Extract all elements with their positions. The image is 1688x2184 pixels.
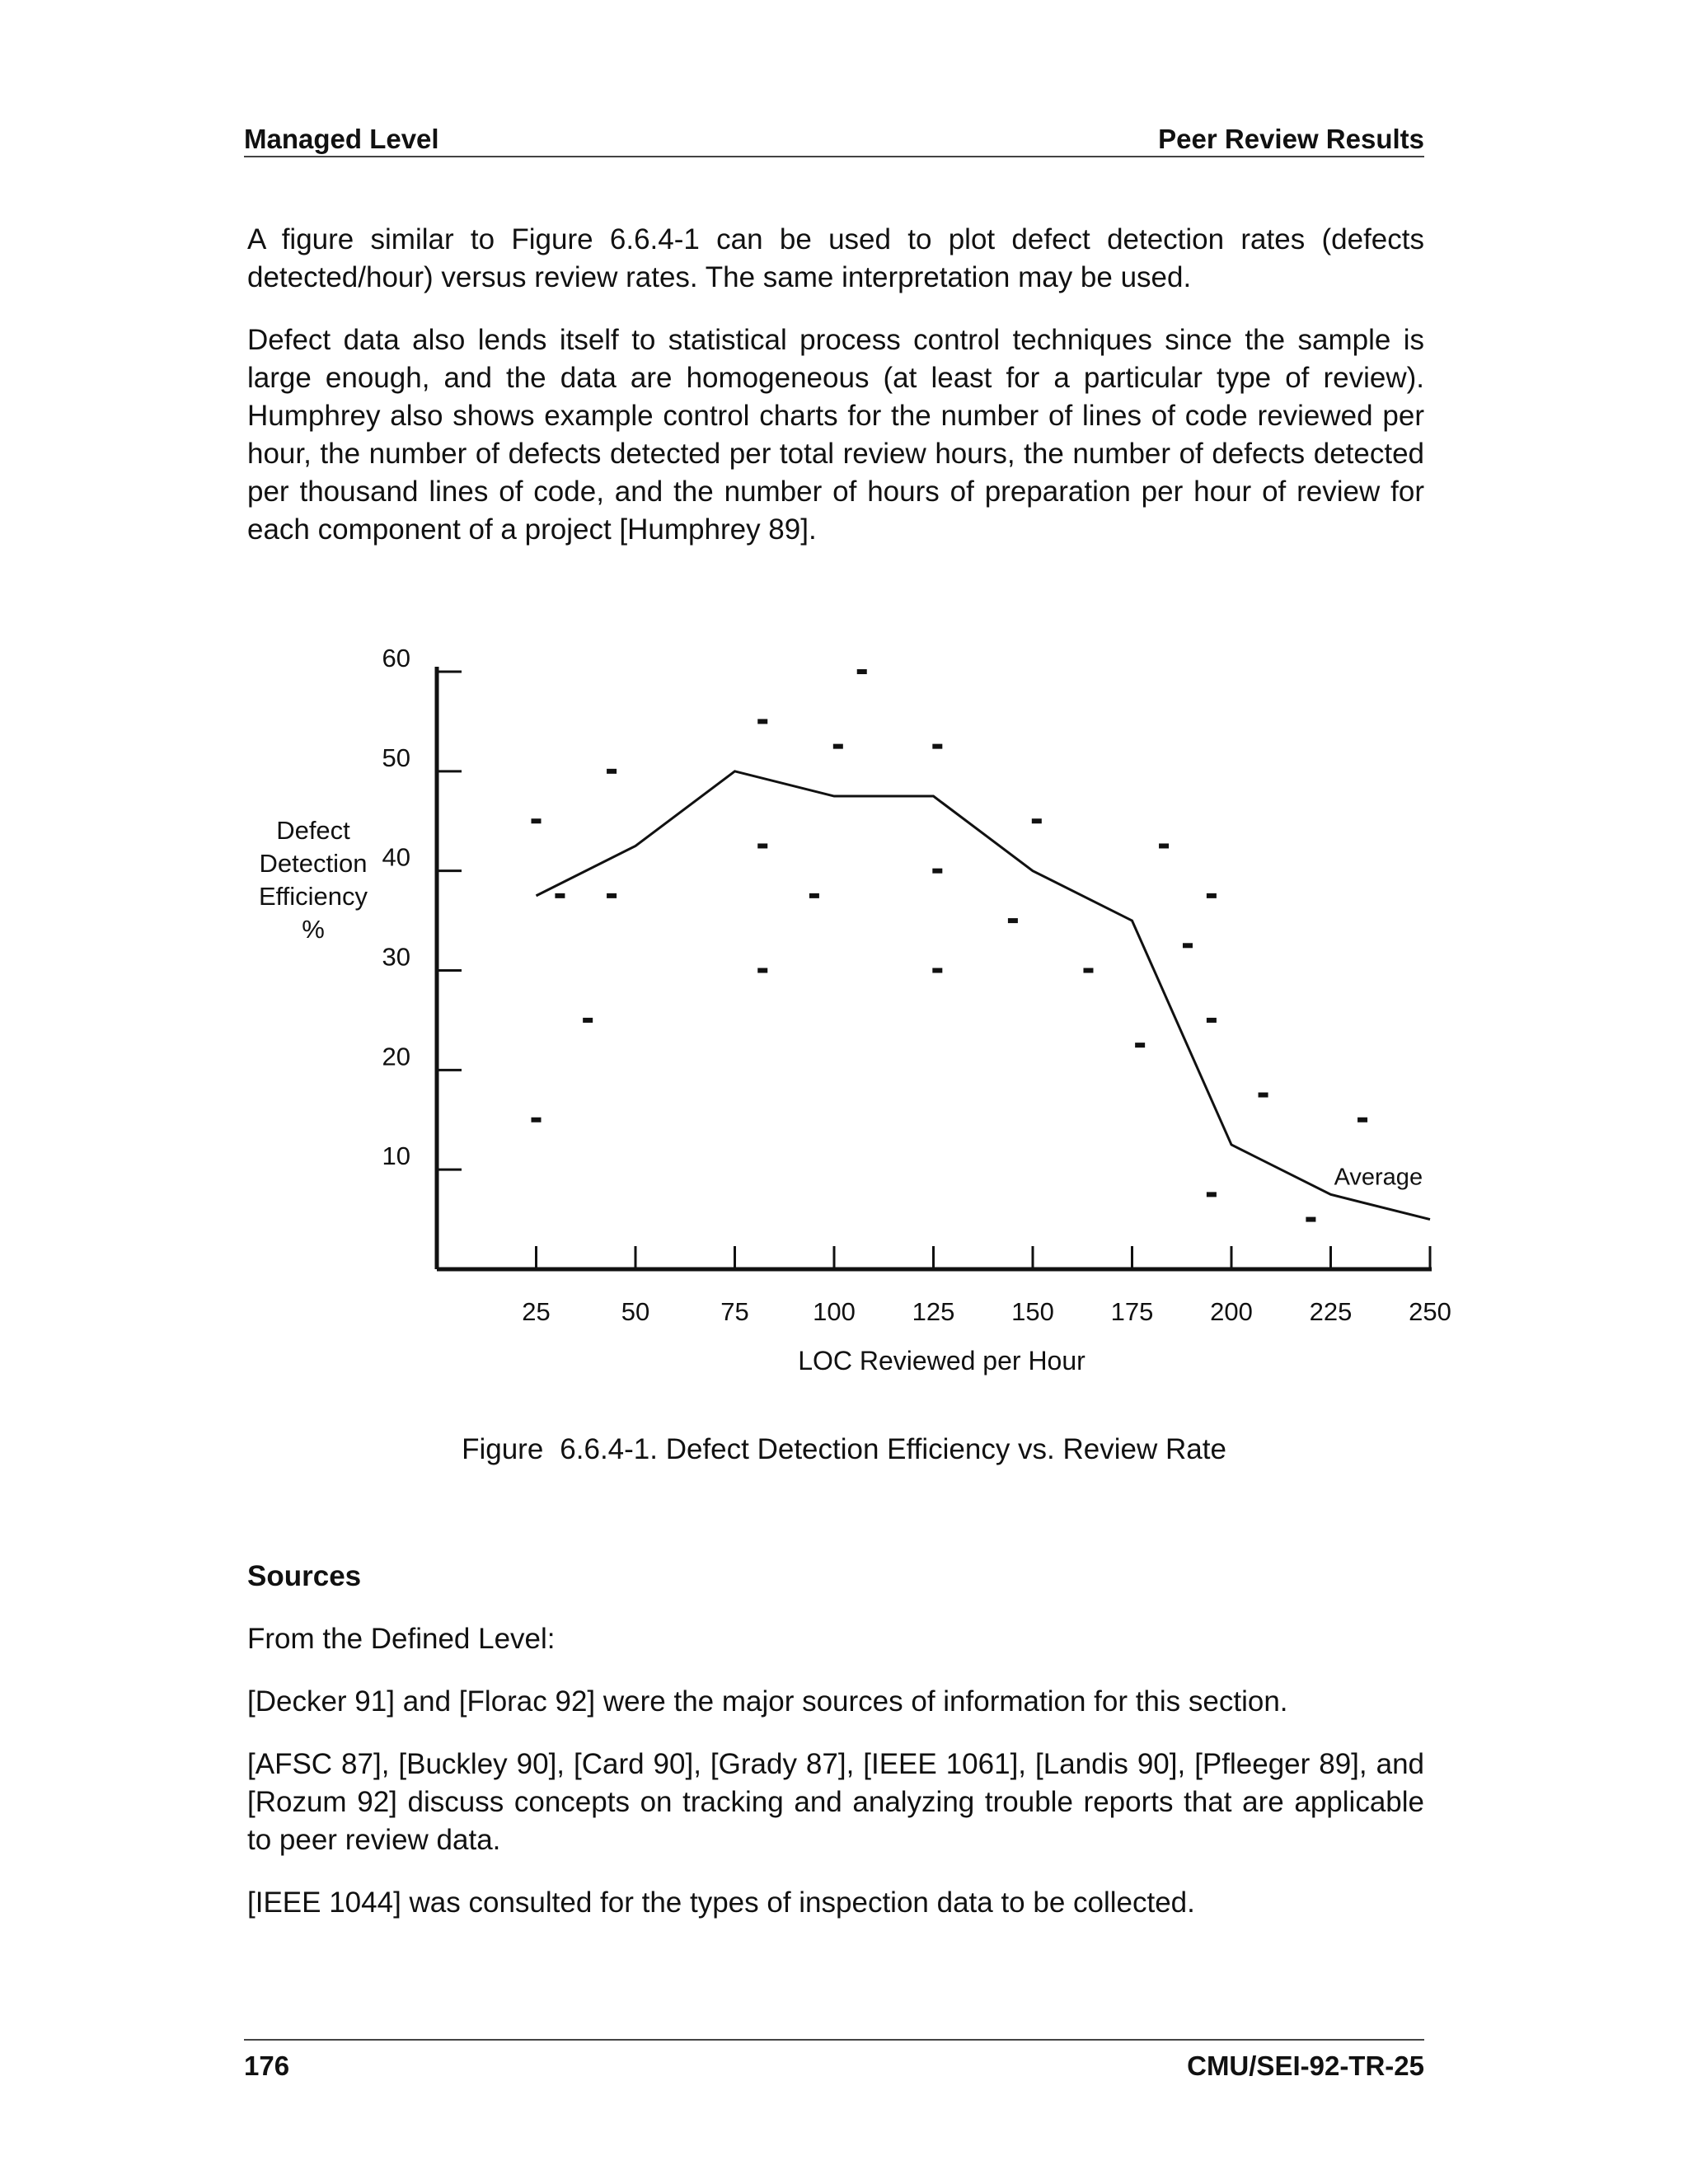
y-tick-label: 20 — [382, 1042, 410, 1071]
header-left: Managed Level — [244, 124, 439, 154]
page-header — [244, 122, 1424, 157]
sources-heading: Sources — [247, 1560, 362, 1592]
data-point — [1207, 1018, 1217, 1023]
y-tick-label: 50 — [382, 743, 410, 772]
x-tick-label: 25 — [522, 1297, 551, 1326]
data-point — [1357, 1118, 1367, 1122]
data-point — [1032, 818, 1042, 823]
data-point — [1159, 843, 1169, 848]
data-point — [1083, 968, 1093, 973]
data-point — [1008, 918, 1018, 923]
y-axis-label-line: Detection — [259, 849, 368, 878]
data-point — [857, 669, 867, 674]
data-point — [757, 719, 767, 724]
y-tick-label: 40 — [382, 842, 410, 872]
data-point — [1306, 1217, 1315, 1222]
data-point — [583, 1018, 593, 1023]
data-point — [607, 893, 617, 898]
sources-paragraph-3: [AFSC 87], [Buckley 90], [Card 90], [Grady 87], [IEEE 1061], [Landis 90], [Pfleeger 89], and [Rozum 92] discuss concepts on tracking and analyzing trouble reports that are applicable to peer review data. — [247, 1748, 1424, 1856]
figure-caption-label: Figure — [462, 1433, 544, 1465]
data-point — [1135, 1043, 1145, 1047]
x-tick-label: 100 — [813, 1297, 856, 1326]
data-point — [833, 744, 843, 749]
average-annotation: Average — [1334, 1164, 1423, 1191]
data-point — [809, 893, 819, 898]
sources-paragraph-4: [IEEE 1044] was consulted for the types of inspection data to be collected. — [247, 1886, 1195, 1919]
page-number: 176 — [244, 2050, 290, 2081]
footer-rule — [244, 2039, 1424, 2041]
x-tick-label: 200 — [1210, 1297, 1253, 1326]
defect-efficiency-chart — [0, 626, 1688, 1385]
x-axis-label: LOC Reviewed per Hour — [798, 1346, 1085, 1376]
x-tick-label: 150 — [1011, 1297, 1054, 1326]
data-point — [757, 843, 767, 848]
sources-paragraph-2: [Decker 91] and [Florac 92] were the major sources of information for this section. — [247, 1685, 1288, 1718]
x-tick-label: 75 — [720, 1297, 749, 1326]
data-point — [555, 893, 565, 898]
x-tick-label: 175 — [1110, 1297, 1154, 1326]
figure-caption-text: 6.6.4-1. Defect Detection Efficiency vs. Review Rate — [560, 1433, 1226, 1465]
data-point — [532, 1118, 542, 1122]
data-point — [932, 744, 942, 749]
data-point — [607, 769, 617, 774]
sources-paragraph-1: From the Defined Level: — [247, 1623, 556, 1655]
data-point — [932, 869, 942, 874]
header-rule — [244, 156, 1424, 157]
y-axis-label-line: % — [302, 915, 325, 944]
data-point — [757, 968, 767, 973]
y-tick-label: 60 — [382, 644, 410, 673]
data-point — [1207, 1192, 1217, 1197]
figure-caption — [0, 1431, 1688, 1469]
page-footer — [244, 2049, 1424, 2083]
data-point — [532, 818, 542, 823]
y-axis-label-line: Efficiency — [258, 882, 368, 911]
paragraph-2: Defect data also lends itself to statistical process control techniques since the sample is large enough, and the data are homogeneous (at least for a particular type of review). Humphrey also shows example control charts for the number of lines of code reviewed per hour, the number of defects detected per total review hours, the number of defects detected per thousand lines of code, and the number of hours of preparation per hour of review for each component of a project [Humphrey 89]. — [247, 324, 1424, 546]
x-tick-label: 50 — [621, 1297, 650, 1326]
x-tick-label: 125 — [912, 1297, 955, 1326]
paragraph-1: A figure similar to Figure 6.6.4-1 can be used to plot defect detection rates (defects detected/hour) versus review rates. The same interpretation may be used. — [247, 223, 1424, 293]
data-point — [1259, 1093, 1268, 1098]
data-point — [1207, 893, 1217, 898]
average-line — [537, 771, 1431, 1220]
report-id: CMU/SEI-92-TR-25 — [1187, 2050, 1424, 2081]
header-right: Peer Review Results — [1158, 124, 1424, 154]
y-axis-label-line: Defect — [276, 816, 350, 845]
data-point — [1183, 943, 1193, 948]
y-tick-label: 30 — [382, 942, 410, 972]
x-tick-label: 225 — [1309, 1297, 1353, 1326]
y-tick-label: 10 — [382, 1141, 410, 1171]
x-tick-label: 250 — [1409, 1297, 1451, 1326]
data-point — [932, 968, 942, 973]
